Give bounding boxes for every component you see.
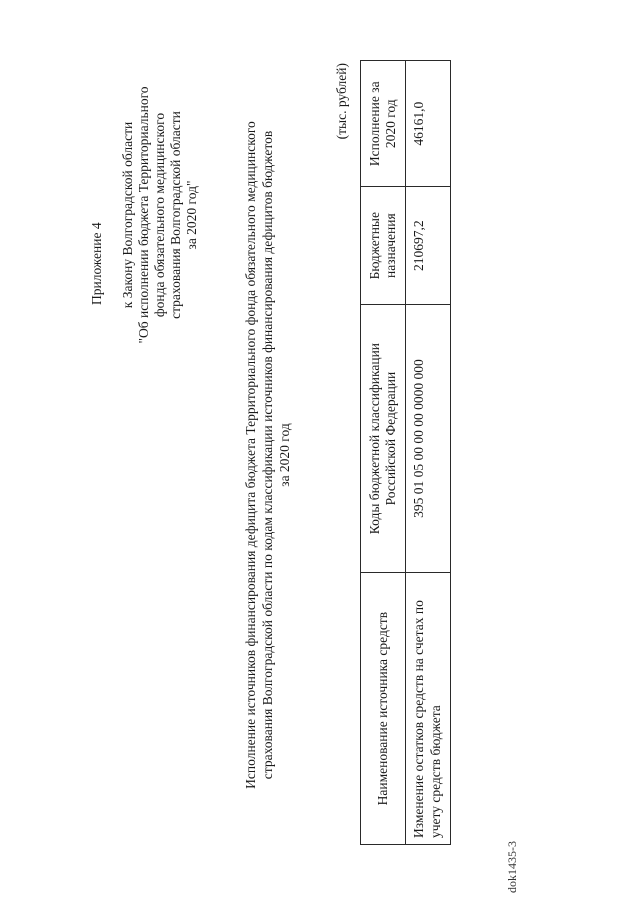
cell-execution: 46161,0	[406, 61, 451, 187]
column-header-budget-allocation: Бюджетные назначения	[361, 187, 406, 304]
column-header-classification-code: Коды бюджетной классификации Российской Федерации	[361, 304, 406, 572]
appendix-number: Приложение 4	[89, 222, 104, 305]
law-reference-line: фонда обязательного медицинского	[152, 112, 167, 318]
column-header-source-name: Наименование источника средств	[361, 573, 406, 845]
units-label: (тыс. рублей)	[334, 63, 349, 140]
cell-budget-allocation: 210697,2	[406, 187, 451, 304]
law-reference-line: страхования Волгоградской области	[168, 111, 183, 319]
cell-classification-code: 395 01 05 00 00 00 0000 000	[406, 304, 451, 572]
document-title-line: страхования Волгоградской области по кодам классификации источников финансирования дефицитов бюджетов	[260, 130, 275, 780]
document-id: dok1435-3	[505, 841, 519, 893]
cell-source-name: Изменение остатков средств на счетах по учету средств бюджета	[406, 573, 451, 845]
document-title-line: за 2020 год	[277, 423, 292, 487]
document-title	[242, 65, 293, 845]
law-reference-line: к Закону Волгоградской области	[120, 121, 135, 309]
table-row	[406, 61, 451, 845]
law-reference-line: за 2020 год"	[184, 180, 199, 250]
document-title-line: Исполнение источников финансирования дефицита бюджета Территориального фонда обязательного медицинского	[243, 121, 258, 789]
table-header-row	[361, 61, 406, 845]
law-reference	[120, 45, 200, 385]
law-reference-line: "Об исполнении бюджета Территориального	[136, 86, 151, 344]
budget-sources-table	[360, 60, 451, 845]
column-header-execution: Исполнение за 2020 год	[361, 61, 406, 187]
